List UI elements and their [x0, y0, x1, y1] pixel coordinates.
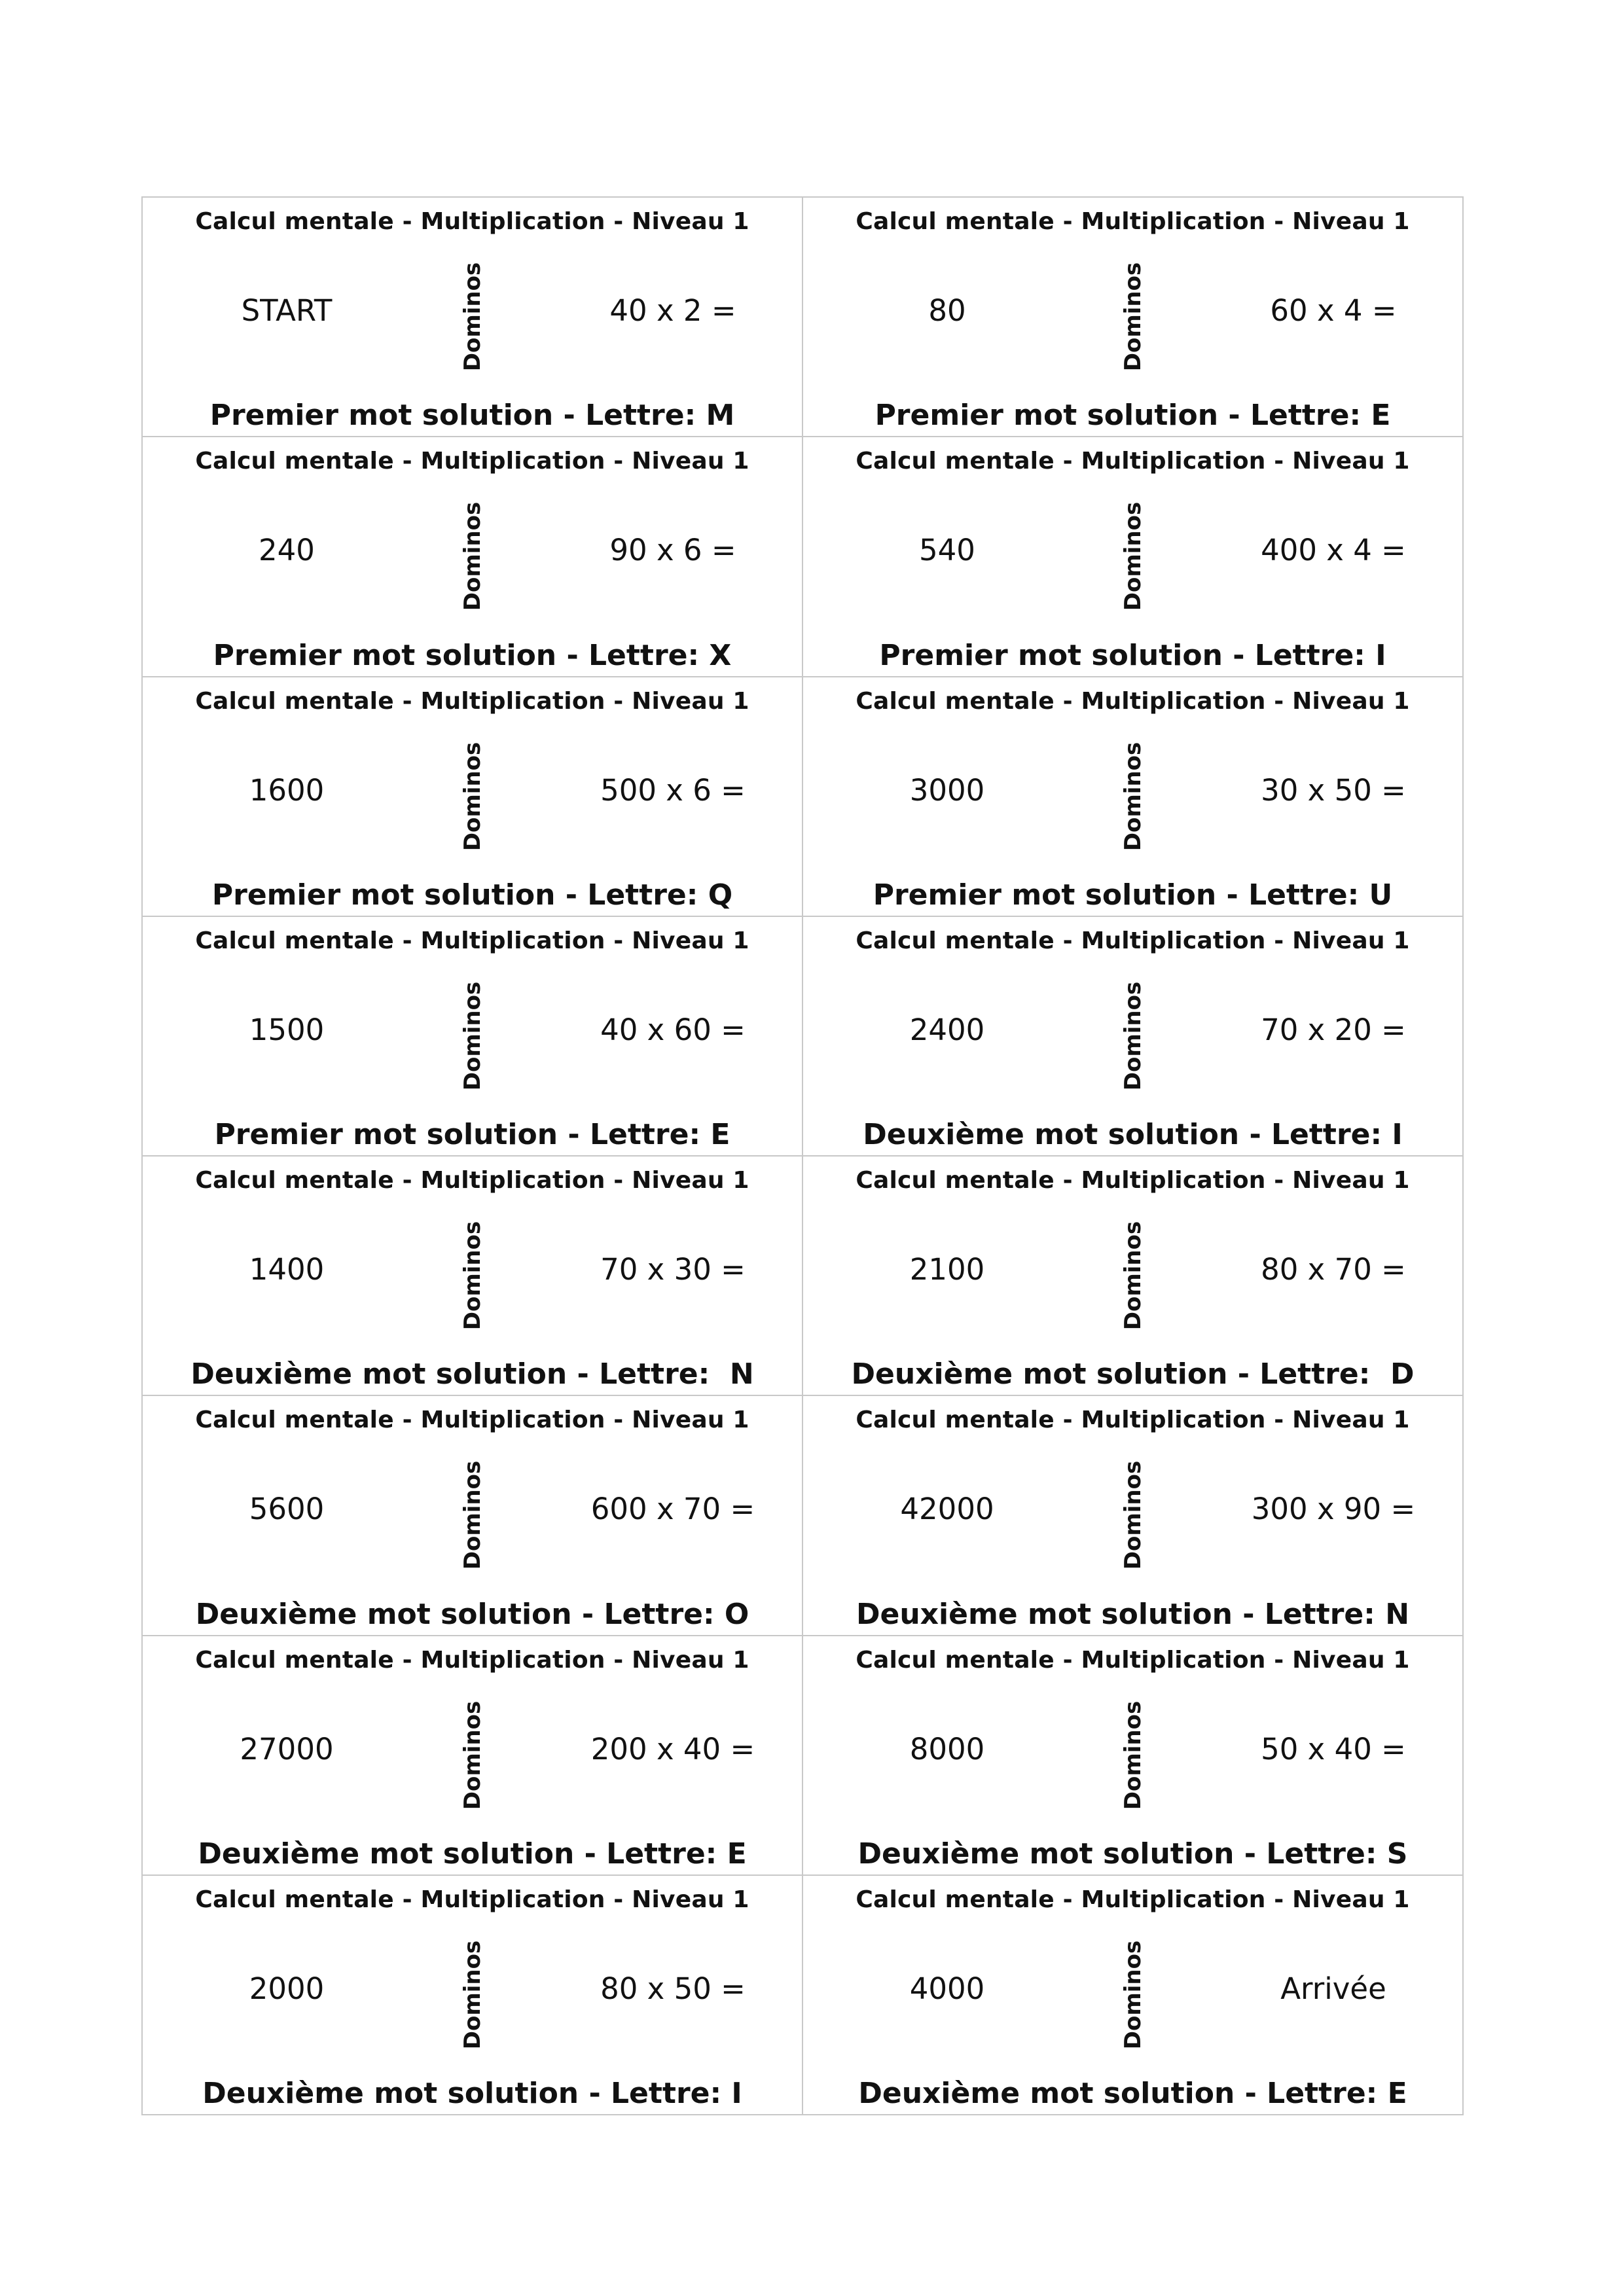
card-header: Calcul mentale - Multiplication - Niveau 1	[856, 687, 1410, 715]
card-footer: Deuxième mot solution - Lettre: E	[858, 2077, 1407, 2110]
card-answer: 3000	[909, 772, 985, 808]
card-answer: START	[241, 293, 333, 328]
card-footer: Deuxième mot solution - Lettre: I	[863, 1118, 1403, 1151]
card-footer: Deuxième mot solution - Lettre: E	[198, 1837, 747, 1871]
card-dominos-label: Dominos	[1120, 262, 1146, 372]
domino-card	[803, 1396, 1464, 1636]
card-answer: 2000	[249, 1971, 325, 2006]
card-header: Calcul mentale - Multiplication - Niveau 1	[195, 1407, 749, 1434]
card-question: 60 x 4 =	[1270, 293, 1397, 328]
card-header: Calcul mentale - Multiplication - Niveau 1	[856, 1407, 1410, 1434]
card-dominos-label: Dominos	[460, 742, 486, 851]
card-footer: Deuxième mot solution - Lettre: I	[202, 2077, 742, 2110]
card-answer: 2100	[909, 1252, 985, 1287]
card-question: 30 x 50 =	[1261, 772, 1406, 808]
card-header: Calcul mentale - Multiplication - Niveau 1	[856, 927, 1410, 954]
card-question: Arrivée	[1280, 1971, 1386, 2006]
card-question: 40 x 60 =	[600, 1012, 746, 1047]
card-header: Calcul mentale - Multiplication - Niveau 1	[195, 927, 749, 954]
card-answer: 27000	[240, 1731, 334, 1767]
card-dominos-label: Dominos	[460, 1700, 486, 1810]
domino-card	[803, 677, 1464, 917]
domino-card	[143, 917, 803, 1157]
card-dominos-label: Dominos	[1120, 502, 1146, 611]
card-dominos-label: Dominos	[1120, 1940, 1146, 2049]
card-question: 80 x 70 =	[1261, 1252, 1406, 1287]
card-footer: Premier mot solution - Lettre: Q	[211, 878, 733, 912]
card-question: 70 x 30 =	[600, 1252, 746, 1287]
card-question: 70 x 20 =	[1261, 1012, 1406, 1047]
card-footer: Deuxième mot solution - Lettre: D	[851, 1357, 1415, 1391]
domino-card	[143, 437, 803, 677]
card-footer: Deuxième mot solution - Lettre: N	[856, 1597, 1410, 1631]
card-dominos-label: Dominos	[1120, 981, 1146, 1090]
card-question: 80 x 50 =	[600, 1971, 746, 2006]
card-question: 50 x 40 =	[1261, 1731, 1406, 1767]
domino-card	[143, 1396, 803, 1636]
card-footer: Deuxième mot solution - Lettre: S	[857, 1837, 1408, 1871]
card-footer: Premier mot solution - Lettre: E	[875, 399, 1391, 433]
domino-card	[803, 917, 1464, 1157]
card-answer: 5600	[249, 1492, 325, 1527]
card-question: 400 x 4 =	[1261, 533, 1406, 568]
card-dominos-label: Dominos	[460, 1221, 486, 1331]
card-dominos-label: Dominos	[1120, 742, 1146, 851]
card-question: 300 x 90 =	[1251, 1492, 1416, 1527]
card-header: Calcul mentale - Multiplication - Niveau 1	[856, 1646, 1410, 1674]
card-answer: 8000	[909, 1731, 985, 1767]
domino-card	[143, 1876, 803, 2115]
card-answer: 42000	[900, 1492, 994, 1527]
card-dominos-label: Dominos	[460, 981, 486, 1090]
card-footer: Premier mot solution - Lettre: X	[213, 638, 732, 672]
card-answer: 1500	[249, 1012, 325, 1047]
card-header: Calcul mentale - Multiplication - Niveau 1	[195, 208, 749, 235]
card-footer: Premier mot solution - Lettre: M	[209, 399, 735, 433]
card-header: Calcul mentale - Multiplication - Niveau 1	[195, 1646, 749, 1674]
card-dominos-label: Dominos	[1120, 1221, 1146, 1331]
card-header: Calcul mentale - Multiplication - Niveau 1	[856, 208, 1410, 235]
domino-card	[143, 198, 803, 437]
card-header: Calcul mentale - Multiplication - Niveau 1	[195, 1167, 749, 1194]
domino-card	[143, 1636, 803, 1876]
domino-card	[803, 1876, 1464, 2115]
card-footer: Premier mot solution - Lettre: E	[214, 1118, 731, 1151]
card-answer: 2400	[909, 1012, 985, 1047]
card-answer: 1600	[249, 772, 325, 808]
domino-card	[143, 677, 803, 917]
card-dominos-label: Dominos	[460, 262, 486, 372]
card-header: Calcul mentale - Multiplication - Niveau 1	[856, 448, 1410, 475]
card-footer: Deuxième mot solution - Lettre: N	[190, 1357, 754, 1391]
card-footer: Premier mot solution - Lettre: U	[873, 878, 1393, 912]
card-dominos-label: Dominos	[460, 502, 486, 611]
domino-card	[803, 437, 1464, 677]
card-question: 600 x 70 =	[590, 1492, 755, 1527]
card-answer: 80	[928, 293, 966, 328]
card-header: Calcul mentale - Multiplication - Niveau 1	[195, 1886, 749, 1913]
domino-card-sheet	[141, 196, 1464, 2115]
card-dominos-label: Dominos	[1120, 1461, 1146, 1570]
card-answer: 540	[919, 533, 975, 568]
card-dominos-label: Dominos	[460, 1461, 486, 1570]
card-header: Calcul mentale - Multiplication - Niveau 1	[856, 1886, 1410, 1913]
card-dominos-label: Dominos	[1120, 1700, 1146, 1810]
card-header: Calcul mentale - Multiplication - Niveau 1	[195, 448, 749, 475]
card-footer: Premier mot solution - Lettre: I	[879, 638, 1386, 672]
card-question: 500 x 6 =	[600, 772, 746, 808]
card-header: Calcul mentale - Multiplication - Niveau 1	[856, 1167, 1410, 1194]
card-answer: 1400	[249, 1252, 325, 1287]
card-question: 200 x 40 =	[590, 1731, 755, 1767]
card-answer: 240	[259, 533, 315, 568]
card-dominos-label: Dominos	[460, 1940, 486, 2049]
card-question: 40 x 2 =	[609, 293, 736, 328]
domino-card	[803, 1157, 1464, 1396]
card-answer: 4000	[909, 1971, 985, 2006]
domino-card	[143, 1157, 803, 1396]
card-header: Calcul mentale - Multiplication - Niveau 1	[195, 687, 749, 715]
domino-card	[803, 198, 1464, 437]
card-footer: Deuxième mot solution - Lettre: O	[195, 1597, 749, 1631]
card-question: 90 x 6 =	[609, 533, 736, 568]
domino-card	[803, 1636, 1464, 1876]
